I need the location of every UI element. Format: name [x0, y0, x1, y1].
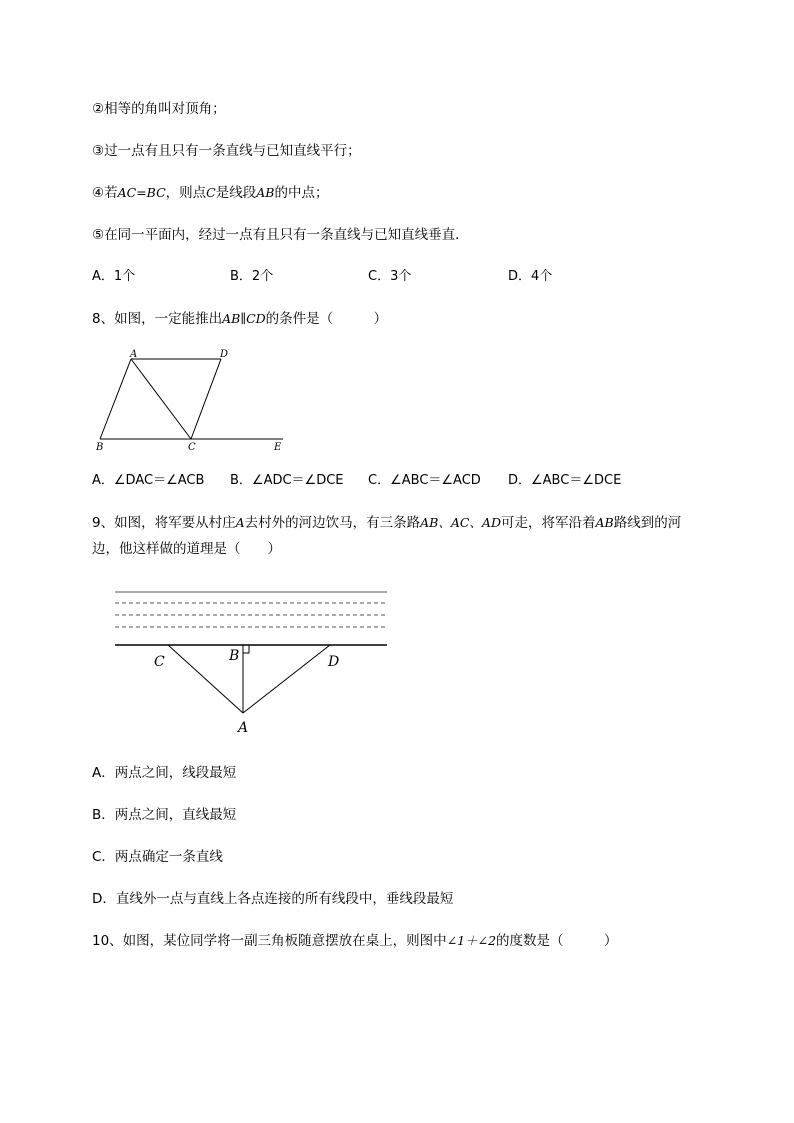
- q7-option-d[interactable]: D．4个: [508, 269, 553, 284]
- q9-option-a[interactable]: A．两点之间，线段最短: [92, 765, 237, 781]
- statement-4-segment: AB: [256, 185, 275, 200]
- q9-option-d[interactable]: D．直线外一点与直线上各点连接的所有线段中，垂线段最短: [92, 891, 454, 907]
- q8-stem: [92, 310, 387, 328]
- q9-option-b[interactable]: B．两点之间，直线最短: [92, 807, 237, 823]
- statement-4-equation: AC=BC: [117, 185, 166, 200]
- q9-line1-d: 路线到的河: [613, 515, 682, 531]
- q9-line1-a: 9、如图，将军要从村庄: [92, 515, 236, 531]
- q8-option-b[interactable]: B．∠ADC＝∠DCE: [230, 473, 344, 488]
- q8-stem-prefix: 8、如图，一定能推出: [92, 311, 223, 327]
- label-a: A: [130, 349, 138, 360]
- q8-stem-math: AB∥CD: [222, 311, 266, 326]
- label-d: D: [328, 654, 340, 670]
- segment-ab: [100, 359, 131, 439]
- q8-option-c[interactable]: C．∠ABC＝∠ACD: [368, 473, 481, 488]
- label-a: A: [238, 720, 249, 736]
- statement-4-prefix: ④若: [92, 185, 118, 201]
- q8-option-d[interactable]: D．∠ABC＝∠DCE: [508, 473, 622, 488]
- right-angle-mark: [243, 645, 249, 653]
- q7-option-a[interactable]: A．1个: [92, 269, 136, 284]
- statement-4: [92, 184, 328, 202]
- q9-option-c[interactable]: C．两点确定一条直线: [92, 849, 223, 865]
- statement-4-mid2: 是线段: [215, 185, 257, 201]
- label-e: E: [274, 442, 282, 453]
- q10-stem: [92, 932, 618, 950]
- q9-stem-line1: [92, 514, 681, 532]
- segment-dc: [191, 359, 221, 439]
- statement-5: ⑤在同一平面内，经过一点有且只有一条直线与已知直线垂直．: [92, 227, 469, 243]
- statement-4-point: C: [206, 185, 216, 200]
- statement-3: ③过一点有且只有一条直线与已知直线平行；: [92, 143, 361, 159]
- q9-line1-point: A: [235, 515, 245, 530]
- statement-4-suffix: 的中点；: [274, 185, 329, 201]
- q8-stem-suffix: 的条件是（ ）: [265, 311, 388, 327]
- label-b: B: [96, 442, 104, 453]
- q9-line1-road: AB: [595, 515, 614, 530]
- label-b: B: [229, 648, 240, 664]
- q9-line1-roads: AB、AC、AD: [420, 515, 501, 530]
- label-d: D: [220, 349, 229, 360]
- statement-2: ②相等的角叫对顶角；: [92, 101, 226, 117]
- q9-figure: [110, 585, 395, 740]
- q10-stem-math: ∠1＋∠2: [446, 933, 497, 948]
- q10-stem-prefix: 10、如图，某位同学将一副三角板随意摆放在桌上，则图中: [92, 933, 447, 949]
- q7-option-c[interactable]: C．3个: [368, 269, 412, 284]
- statement-4-mid: ，则点: [165, 185, 207, 201]
- q9-line1-b: 去村外的河边饮马，有三条路: [244, 515, 421, 531]
- segment-ac: [131, 359, 191, 439]
- q9-line1-c: 可走，将军沿着: [500, 515, 596, 531]
- label-c: C: [188, 442, 196, 453]
- q7-option-b[interactable]: B．2个: [230, 269, 274, 284]
- q10-stem-suffix: 的度数是（ ）: [496, 933, 618, 949]
- segment-ad: [243, 645, 330, 713]
- label-c: C: [154, 654, 165, 670]
- q9-stem-line2: 边，他这样做的道理是（ ）: [92, 541, 281, 557]
- q8-option-a[interactable]: A．∠DAC＝∠ACB: [92, 473, 205, 488]
- q8-figure: [88, 344, 298, 456]
